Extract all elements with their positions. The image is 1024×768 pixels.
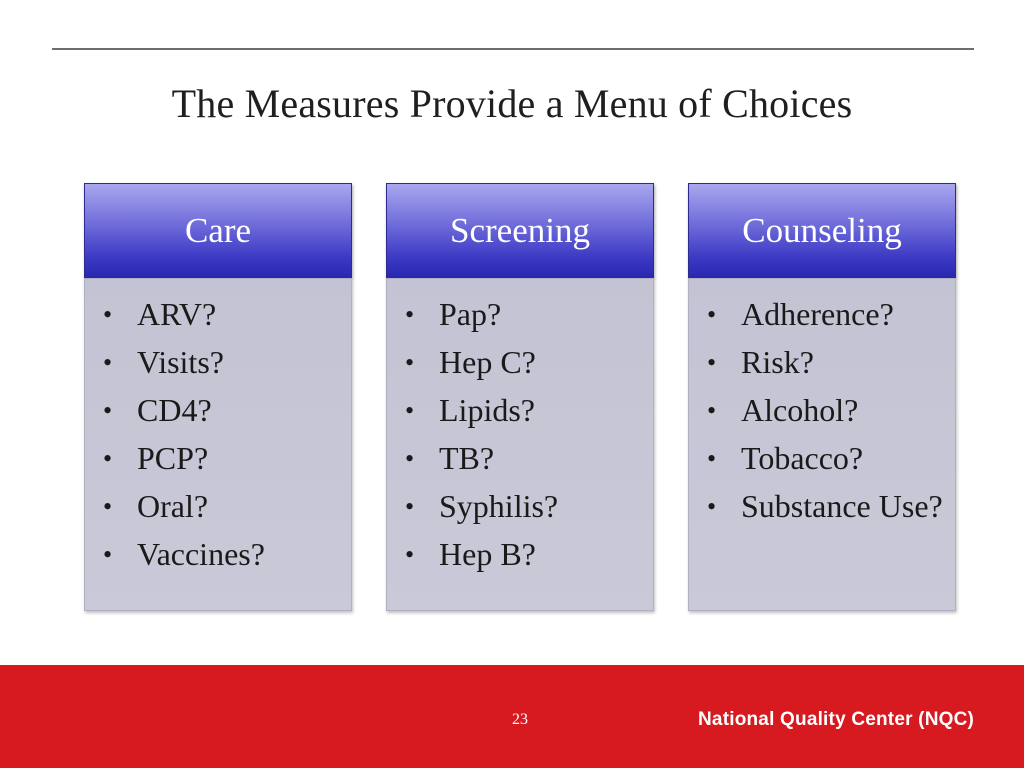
- bullet-icon: •: [103, 492, 113, 521]
- list-item: [705, 392, 943, 429]
- list-item-label: Hep B?: [439, 536, 536, 572]
- list-item: [705, 488, 943, 525]
- bullet-icon: •: [405, 444, 415, 473]
- list-item: [101, 440, 339, 477]
- list-item-label: PCP?: [137, 440, 209, 476]
- list-item: [403, 344, 641, 381]
- bullet-icon: •: [405, 300, 415, 329]
- bullet-icon: •: [103, 396, 113, 425]
- list-item-label: Adherence?: [741, 296, 894, 332]
- list-item: [403, 296, 641, 333]
- list-item-label: ARV?: [137, 296, 217, 332]
- list-item: [403, 536, 641, 573]
- bullet-icon: •: [707, 348, 717, 377]
- list-item-label: Syphilis?: [439, 488, 559, 524]
- list-item: [101, 296, 339, 333]
- bullet-icon: •: [707, 444, 717, 473]
- list-item: [705, 344, 943, 381]
- list-item: [403, 488, 641, 525]
- list-item-label: Pap?: [439, 296, 502, 332]
- care-column: [84, 183, 352, 611]
- screening-list-panel: [386, 278, 654, 611]
- footer-bar: [0, 665, 1024, 768]
- bullet-icon: •: [405, 540, 415, 569]
- counseling-header: Counseling: [688, 183, 956, 278]
- nqc-logo: National Quality Center (NQC): [698, 709, 975, 730]
- list-item-label: Oral?: [137, 488, 209, 524]
- page-number: 23: [512, 711, 528, 728]
- list-item-label: Risk?: [741, 344, 814, 380]
- list-item-label: Vaccines?: [137, 536, 265, 572]
- bullet-icon: •: [103, 300, 113, 329]
- bullet-icon: •: [707, 492, 717, 521]
- slide-title: The Measures Provide a Menu of Choices: [171, 81, 853, 126]
- list-item: [101, 488, 339, 525]
- bullet-icon: •: [707, 396, 717, 425]
- list-item: [705, 296, 943, 333]
- measures-columns: [0, 183, 1024, 611]
- list-item: [101, 392, 339, 429]
- care-header: Care: [84, 183, 352, 278]
- list-item-label: CD4?: [137, 392, 212, 428]
- screening-header: Screening: [386, 183, 654, 278]
- bullet-icon: •: [103, 444, 113, 473]
- bullet-icon: •: [405, 348, 415, 377]
- list-item-label: Hep C?: [439, 344, 536, 380]
- screening-column: [386, 183, 654, 611]
- counseling-list-panel: [688, 278, 956, 611]
- list-item-label: Visits?: [137, 344, 224, 380]
- list-item-label: Lipids?: [439, 392, 535, 428]
- list-item: [403, 440, 641, 477]
- bullet-icon: •: [405, 396, 415, 425]
- top-divider: [52, 48, 974, 50]
- care-list-panel: [84, 278, 352, 611]
- list-item-label: Substance Use?: [741, 488, 943, 524]
- list-item: [705, 440, 943, 477]
- bullet-icon: •: [103, 348, 113, 377]
- bullet-icon: •: [103, 540, 113, 569]
- counseling-column: [688, 183, 956, 611]
- bullet-icon: •: [405, 492, 415, 521]
- list-item: [403, 392, 641, 429]
- list-item: [101, 536, 339, 573]
- list-item-label: TB?: [439, 440, 495, 476]
- list-item-label: Alcohol?: [741, 392, 859, 428]
- list-item: [101, 344, 339, 381]
- bullet-icon: •: [707, 300, 717, 329]
- list-item-label: Tobacco?: [741, 440, 864, 476]
